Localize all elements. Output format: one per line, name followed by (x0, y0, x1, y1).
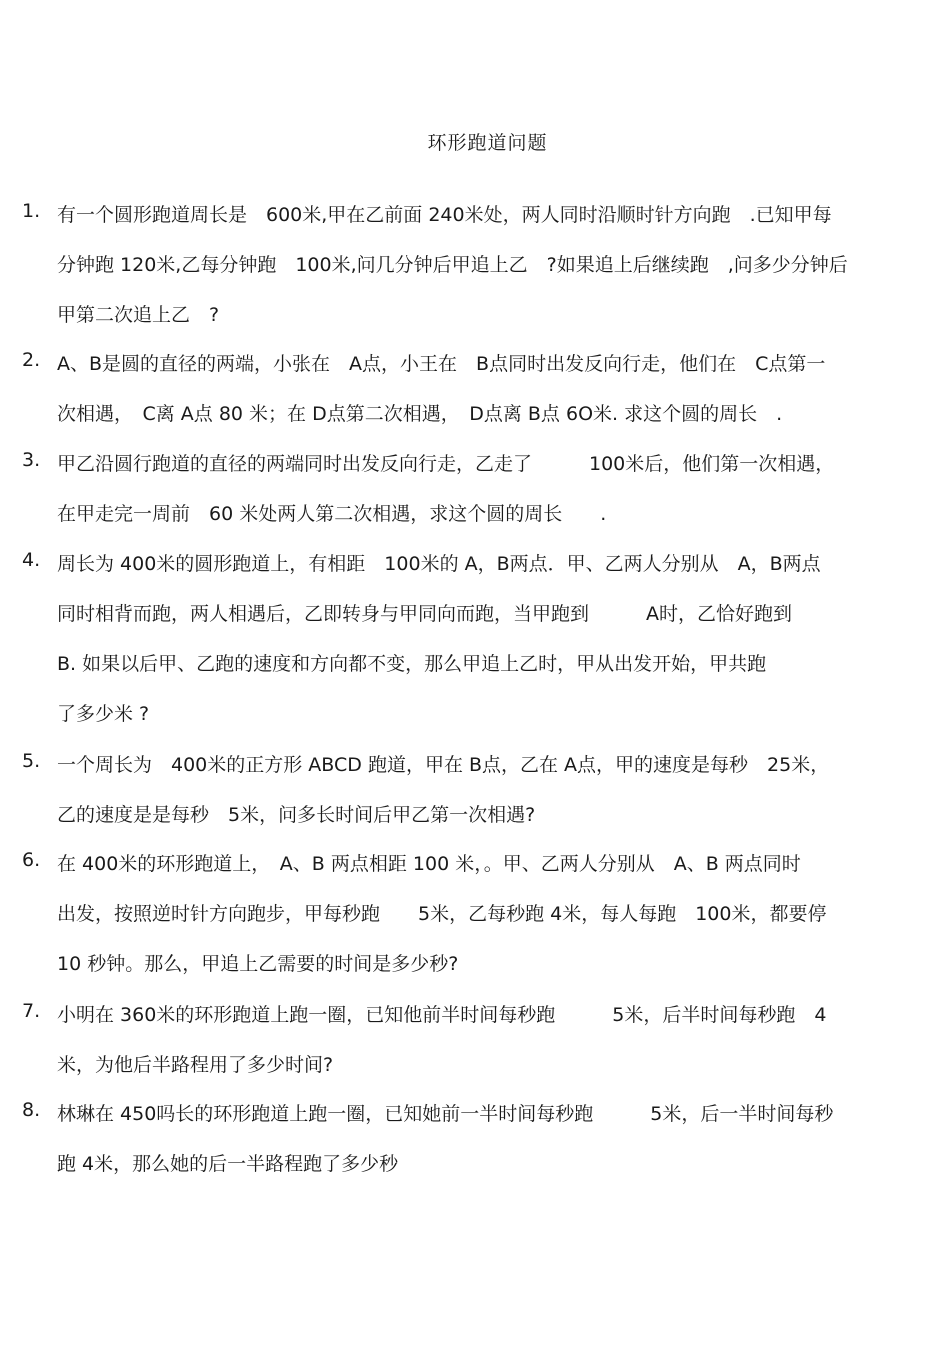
problem-line: 小明在 360米的环形跑道上跑一圈，已知他前半时间每秒跑 5米，后半时间每秒跑 4 (57, 1004, 827, 1026)
problem-line: 米，为他后半路程用了多少时间? (57, 1054, 334, 1076)
problem-number: 3. (22, 449, 41, 471)
problem-line: 周长为 400米的圆形跑道上，有相距 100米的 A，B两点．甲、乙两人分别从 A，B两点 (57, 553, 821, 575)
problem-number: 8. (22, 1099, 41, 1121)
problem-line: A、B是圆的直径的两端，小张在 A点，小王在 B点同时出发反向行走，他们在 C点第一 (57, 353, 826, 375)
problem-line: 一个周长为 400米的正方形 ABCD 跑道，甲在 B点，乙在 A点，甲的速度是每秒 25米， (57, 754, 830, 776)
problem-number: 6. (22, 849, 41, 871)
problem-number: 4. (22, 549, 41, 571)
problem-line: 分钟跑 120米,乙每分钟跑 100米,问几分钟后甲追上乙 ?如果追上后继续跑 ,问多少分钟后 (57, 254, 848, 276)
problem-line: 了多少米 ? (57, 703, 150, 725)
problem-number: 5. (22, 750, 41, 772)
document-title: 环形跑道问题 (427, 132, 548, 154)
problem-line: 跑 4米，那么她的后一半路程跑了多少秒 (57, 1153, 399, 1175)
problem-line: 有一个圆形跑道周长是 600米,甲在乙前面 240米处，两人同时沿顺时针方向跑 .已知甲每 (57, 204, 832, 226)
problem-line: 甲第二次追上乙 ? (57, 304, 220, 326)
problem-number: 2. (22, 349, 41, 371)
problem-line: 出发，按照逆时针方向跑步，甲每秒跑 5米，乙每秒跑 4米，每人每跑 100米，都要停 (57, 903, 827, 925)
problem-line: 甲乙沿圆行跑道的直径的两端同时出发反向行走，乙走了 100米后，他们第一次相遇， (57, 453, 835, 475)
problem-line: 次相遇， C离 A点 80 米；在 D点第二次相遇， D点离 B点 6O米. 求这个圆的周长 . (57, 403, 783, 425)
problem-line: B. 如果以后甲、乙跑的速度和方向都不变，那么甲追上乙时，甲从出发开始，甲共跑 (57, 653, 767, 675)
problem-line: 在甲走完一周前 60 米处两人第二次相遇，求这个圆的周长 . (57, 503, 607, 525)
problem-number: 1. (22, 200, 41, 222)
problem-line: 在 400米的环形跑道上， A、B 两点相距 100 米，。甲、乙两人分别从 A、B 两点同时 (57, 853, 801, 875)
problem-line: 乙的速度是是每秒 5米，问多长时间后甲乙第一次相遇? (57, 804, 536, 826)
problem-number: 7. (22, 1000, 41, 1022)
problem-line: 10 秒钟。那么，甲追上乙需要的时间是多少秒? (57, 953, 459, 975)
problem-line: 林琳在 450吗长的环形跑道上跑一圈，已知她前一半时间每秒跑 5米，后一半时间每秒 (57, 1103, 834, 1125)
problem-line: 同时相背而跑，两人相遇后，乙即转身与甲同向而跑，当甲跑到 A时，乙恰好跑到 (57, 603, 792, 625)
